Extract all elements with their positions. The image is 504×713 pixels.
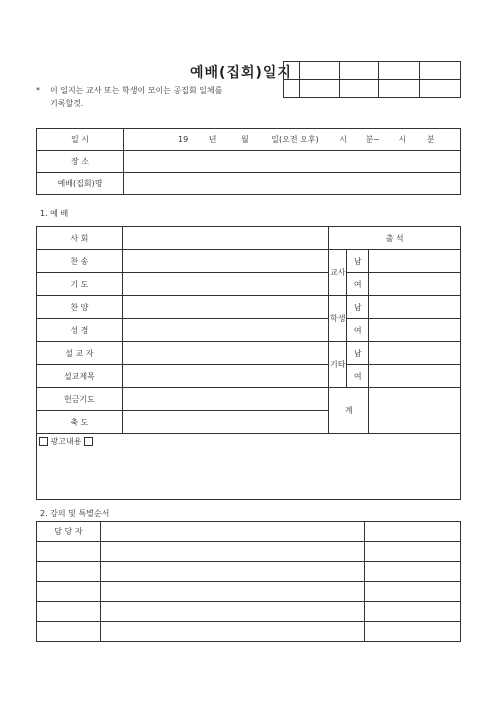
male-label: 남 — [347, 342, 369, 365]
stamp-cell — [420, 80, 461, 98]
stamp-cell — [379, 80, 420, 98]
place-label: 장 소 — [37, 151, 124, 173]
hour-unit: 시 — [398, 135, 407, 144]
lecture-field[interactable] — [37, 582, 101, 602]
lecture-field[interactable] — [365, 522, 461, 542]
note-line: 기록할것. — [50, 99, 84, 108]
male-label: 남 — [347, 296, 369, 319]
info-table — [36, 128, 461, 195]
datetime-field[interactable] — [124, 129, 461, 151]
worship-row-field[interactable] — [122, 411, 328, 434]
worship-row-field[interactable] — [122, 250, 328, 273]
attendance-count-field[interactable] — [369, 250, 461, 273]
ad-label: 광고내용 — [50, 437, 82, 446]
lecture-table — [36, 521, 461, 642]
worship-row-field[interactable] — [122, 365, 328, 388]
lecture-field[interactable] — [100, 542, 364, 562]
male-label: 남 — [347, 250, 369, 273]
min-to-unit: 분 — [426, 135, 435, 144]
worship-row-field[interactable] — [122, 388, 328, 411]
attendance-count-field[interactable] — [369, 342, 461, 365]
lecture-field[interactable] — [100, 582, 364, 602]
approval-stamp-grid — [283, 61, 461, 98]
lecture-field[interactable] — [37, 622, 101, 642]
lecture-field[interactable] — [365, 582, 461, 602]
worship-row-label: 헌금기도 — [37, 388, 123, 411]
lecture-field[interactable] — [365, 622, 461, 642]
attendance-label: 출 석 — [329, 227, 461, 250]
teacher-label: 교사 — [329, 250, 347, 296]
month-unit: 월 — [241, 135, 249, 144]
lecture-field[interactable] — [100, 562, 364, 582]
form-title: 예배(집회)일지 — [190, 65, 292, 81]
female-label: 여 — [347, 319, 369, 342]
female-label: 여 — [347, 273, 369, 296]
worship-row-label: 찬 양 — [37, 296, 123, 319]
stamp-cell — [339, 80, 379, 98]
stamp-cell — [300, 62, 340, 80]
lecture-field[interactable] — [100, 622, 364, 642]
worship-row-label: 기 도 — [37, 273, 123, 296]
student-label: 학생 — [329, 296, 347, 342]
year-value: 19 — [178, 135, 189, 144]
attendance-count-field[interactable] — [369, 296, 461, 319]
attendance-count-field[interactable] — [369, 273, 461, 296]
worship-row-label: 사 회 — [37, 227, 123, 250]
stamp-cell — [339, 62, 379, 80]
total-label: 계 — [329, 388, 369, 434]
lecture-field[interactable] — [100, 522, 364, 542]
note-line: 이 일지는 교사 또는 학생이 모이는 공집회 일체를 — [50, 86, 223, 95]
attendance-count-field[interactable] — [369, 319, 461, 342]
worship-row-field[interactable] — [122, 342, 328, 365]
lecture-field[interactable] — [37, 562, 101, 582]
stamp-cell — [284, 62, 300, 80]
form-note — [36, 84, 286, 110]
worship-row-field[interactable] — [122, 296, 328, 319]
ad-area[interactable] — [37, 434, 461, 500]
worship-row-field[interactable] — [122, 227, 328, 250]
total-field[interactable] — [369, 388, 461, 434]
lecture-field[interactable] — [365, 602, 461, 622]
worship-row-label: 설 교 자 — [37, 342, 123, 365]
min-from-unit: 분~ — [365, 135, 380, 144]
stamp-cell — [420, 62, 461, 80]
worship-row-label: 성 경 — [37, 319, 123, 342]
worship-row-field[interactable] — [122, 319, 328, 342]
lecture-field[interactable] — [37, 542, 101, 562]
hour-unit: 시 — [339, 135, 348, 144]
checkbox-icon — [39, 437, 48, 446]
lecture-field[interactable] — [100, 602, 364, 622]
other-label: 기타 — [329, 342, 347, 388]
worship-row-label: 축 도 — [37, 411, 123, 434]
lecture-field[interactable] — [365, 562, 461, 582]
worship-row-label: 설교제목 — [37, 365, 123, 388]
person-label: 담 당 자 — [37, 522, 101, 542]
name-label: 예배(집회)명 — [37, 173, 124, 195]
checkbox-icon — [84, 437, 93, 446]
female-label: 여 — [347, 365, 369, 388]
stamp-cell — [300, 80, 340, 98]
attendance-count-field[interactable] — [369, 365, 461, 388]
stamp-cell — [379, 62, 420, 80]
lecture-field[interactable] — [37, 602, 101, 622]
section1-heading: 1. 예 배 — [40, 209, 69, 218]
name-field[interactable] — [124, 173, 461, 195]
day-ampm-label: 일(오전 오후) — [271, 135, 319, 144]
note-bullet: * — [36, 86, 40, 95]
datetime-label: 일 시 — [37, 129, 124, 151]
place-field[interactable] — [124, 151, 461, 173]
worship-table — [36, 226, 461, 500]
worship-row-label: 찬 송 — [37, 250, 123, 273]
lecture-field[interactable] — [365, 542, 461, 562]
year-unit: 년 — [208, 135, 217, 144]
worship-row-field[interactable] — [122, 273, 328, 296]
section2-heading: 2. 강의 및 특별순서 — [40, 509, 110, 518]
